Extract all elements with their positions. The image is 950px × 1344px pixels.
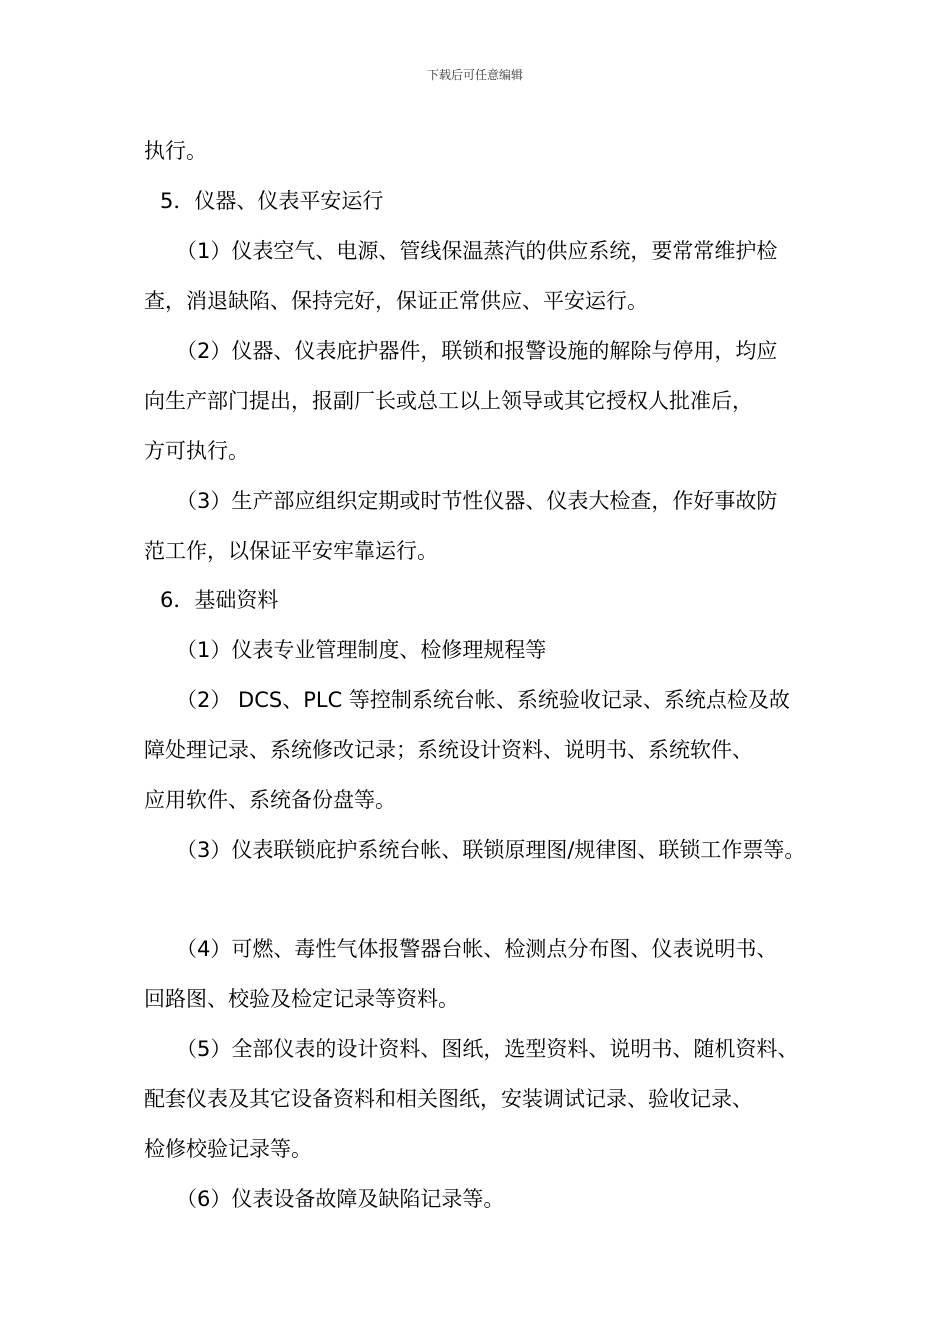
text-line: （6）仪表设备故障及缺陷记录等。 bbox=[176, 1187, 505, 1211]
text-line: 回路图、校验及检定记录等资料。 bbox=[144, 987, 459, 1011]
text-line: （1）仪表专业管理制度、检修理规程等 bbox=[176, 638, 547, 662]
text-line: （4）可燃、毒性气体报警器台帐、检测点分布图、仪表说明书、 bbox=[176, 937, 778, 961]
text-line: （1）仪表空气、电源、管线保温蒸汽的供应系统，要常常维护检 bbox=[176, 239, 778, 263]
text-line: （3）生产部应组织定期或时节性仪器、仪表大检查，作好事故防 bbox=[176, 489, 778, 513]
text-line: 障处理记录、系统修改记录；系统设计资料、说明书、系统软件、 bbox=[144, 738, 753, 762]
text-line: （2） DCS、PLC 等控制系统台帐、系统验收记录、系统点检及故 bbox=[176, 688, 790, 712]
text-line: 检修校验记录等。 bbox=[144, 1137, 312, 1161]
text-line: 应用软件、系统备份盘等。 bbox=[144, 788, 396, 812]
text-line: （3）仪表联锁庇护系统台帐、联锁原理图/规律图、联锁工作票等。 bbox=[176, 838, 806, 862]
text-line: （5）全部仪表的设计资料、图纸，选型资料、说明书、随机资料、 bbox=[176, 1037, 799, 1061]
section-heading: 5．仪器、仪表平安运行 bbox=[160, 189, 384, 213]
text-line: 查，消退缺陷、保持完好，保证正常供应、平安运行。 bbox=[144, 289, 648, 313]
text-line: 方可执行。 bbox=[144, 439, 249, 463]
section-heading: 6．基础资料 bbox=[160, 588, 279, 612]
text-line: （2）仪器、仪表庇护器件，联锁和报警设施的解除与停用，均应 bbox=[176, 339, 778, 363]
text-line: 执行。 bbox=[144, 139, 207, 163]
text-line: 向生产部门提出，报副厂长或总工以上领导或其它授权人批准后， bbox=[144, 389, 753, 413]
text-line: 配套仪表及其它设备资料和相关图纸，安装调试记录、验收记录、 bbox=[144, 1087, 753, 1111]
text-line: 范工作，以保证平安牢靠运行。 bbox=[144, 539, 438, 563]
page-header: 下载后可任意编辑 bbox=[426, 68, 523, 82]
